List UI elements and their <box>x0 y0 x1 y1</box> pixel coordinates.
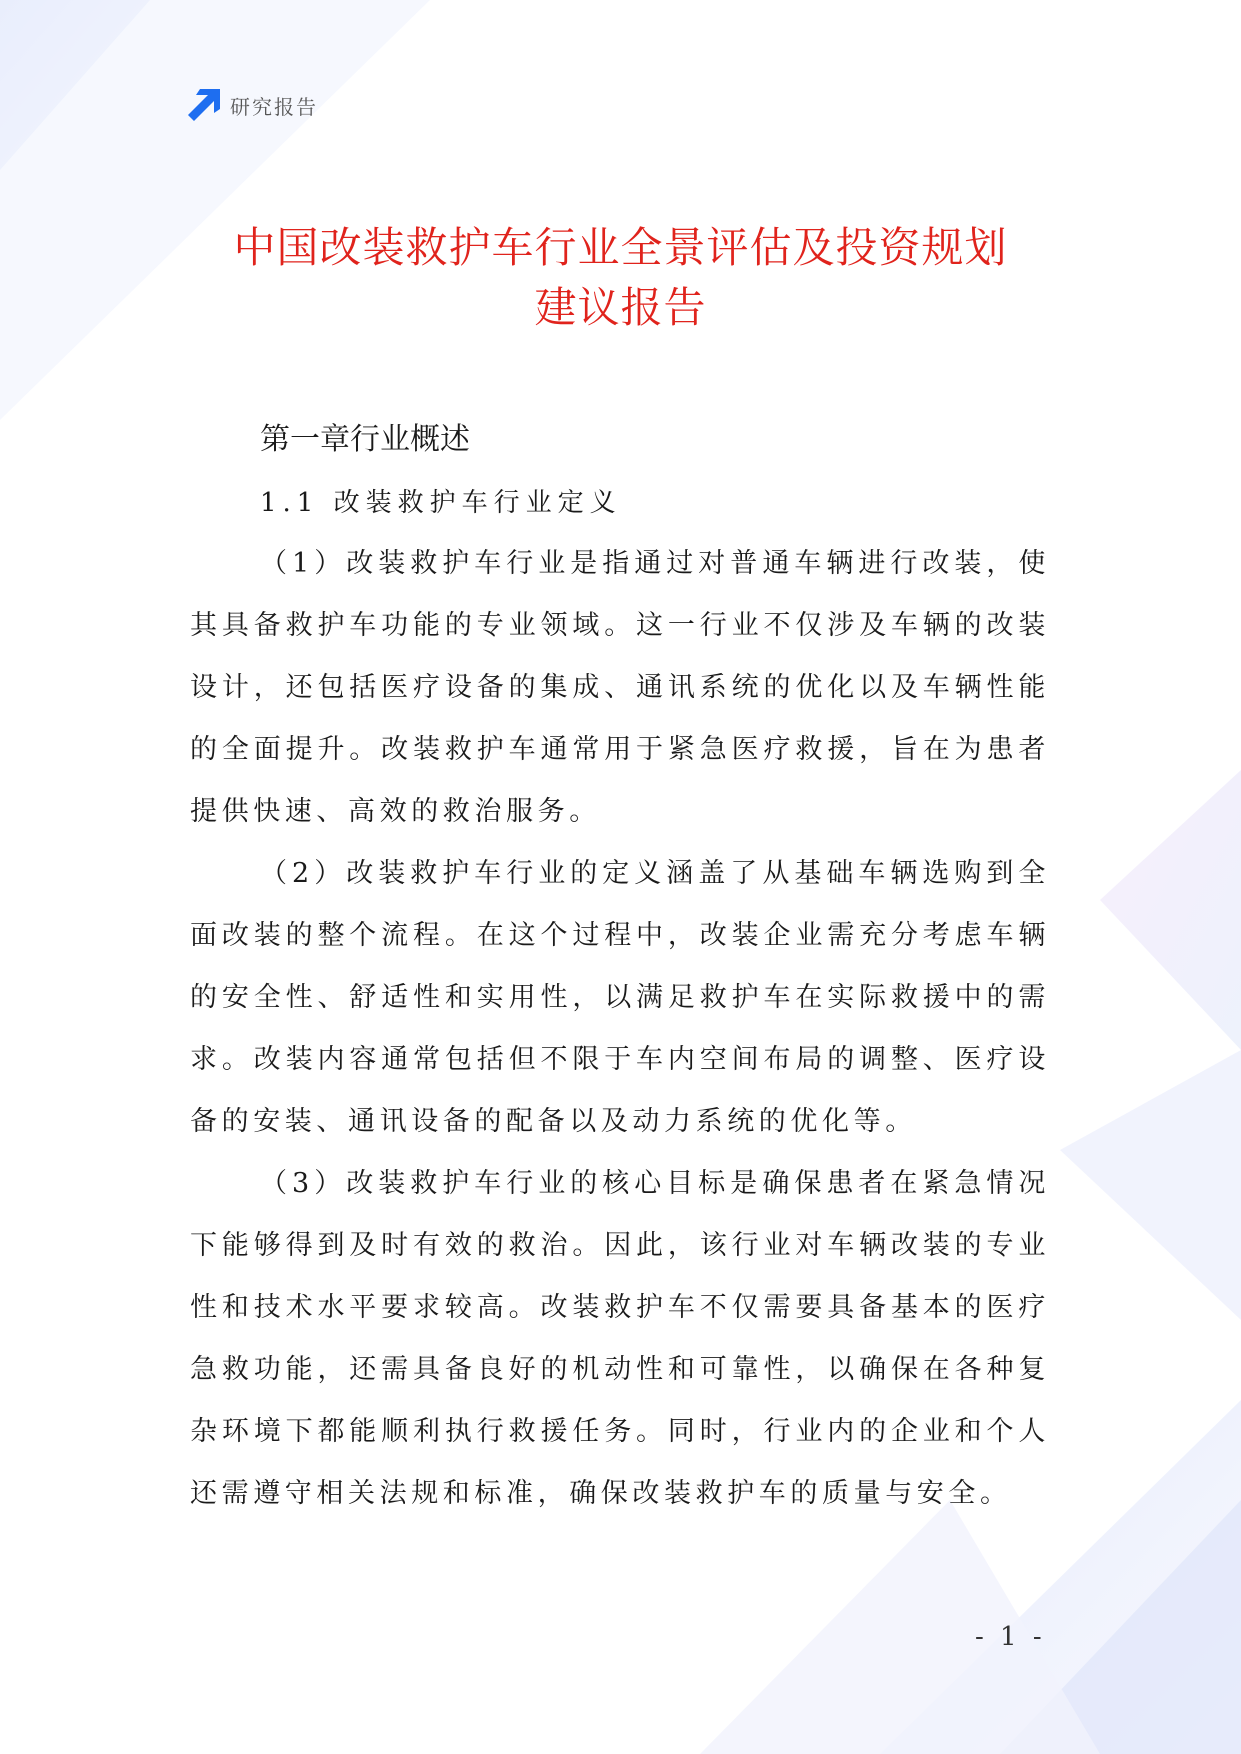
page-number: - 1 - <box>975 1622 1046 1652</box>
chapter-title: 第一章行业概述 <box>260 422 470 457</box>
title-line-1: 中国改装救护车行业全景评估及投资规划 <box>233 223 1008 272</box>
section-title: 1.1 改装救护车行业定义 <box>260 488 622 518</box>
arrow-up-right-icon <box>186 89 220 121</box>
report-body <box>190 415 1050 1525</box>
title-line-2: 建议报告 <box>534 283 707 332</box>
header-label: 研究报告 <box>230 94 318 119</box>
report-title <box>150 218 1091 338</box>
paragraph-2: （2）改装救护车行业的定义涵盖了从基础车辆选购到全面改装的整个流程。在这个过程中，改装企业需充分考虑车辆的安全性、舒适性和实用性，以满足救护车在实际救援中的需求。改装内容通常包括但不限于车内空间布局的调整、医疗设备的安装、通讯设备的配备以及动力系统的优化等。 <box>190 858 1050 1137</box>
paragraph-3: （3）改装救护车行业的核心目标是确保患者在紧急情况下能够得到及时有效的救治。因此，该行业对车辆改装的专业性和技术水平要求较高。改装救护车不仅需要具备基本的医疗急救功能，还需具备良好的机动性和可靠性，以确保在各种复杂环境下都能顺利执行救援任务。同时，行业内的企业和个人还需遵守相关法规和标准，确保改装救护车的质量与安全。 <box>190 1168 1050 1509</box>
report-header <box>186 89 318 121</box>
paragraph-1: （1）改装救护车行业是指通过对普通车辆进行改装，使其具备救护车功能的专业领域。这一行业不仅涉及车辆的改装设计，还包括医疗设备的集成、通讯系统的优化以及车辆性能的全面提升。改装救护车通常用于紧急医疗救援，旨在为患者提供快速、高效的救治服务。 <box>190 548 1050 827</box>
